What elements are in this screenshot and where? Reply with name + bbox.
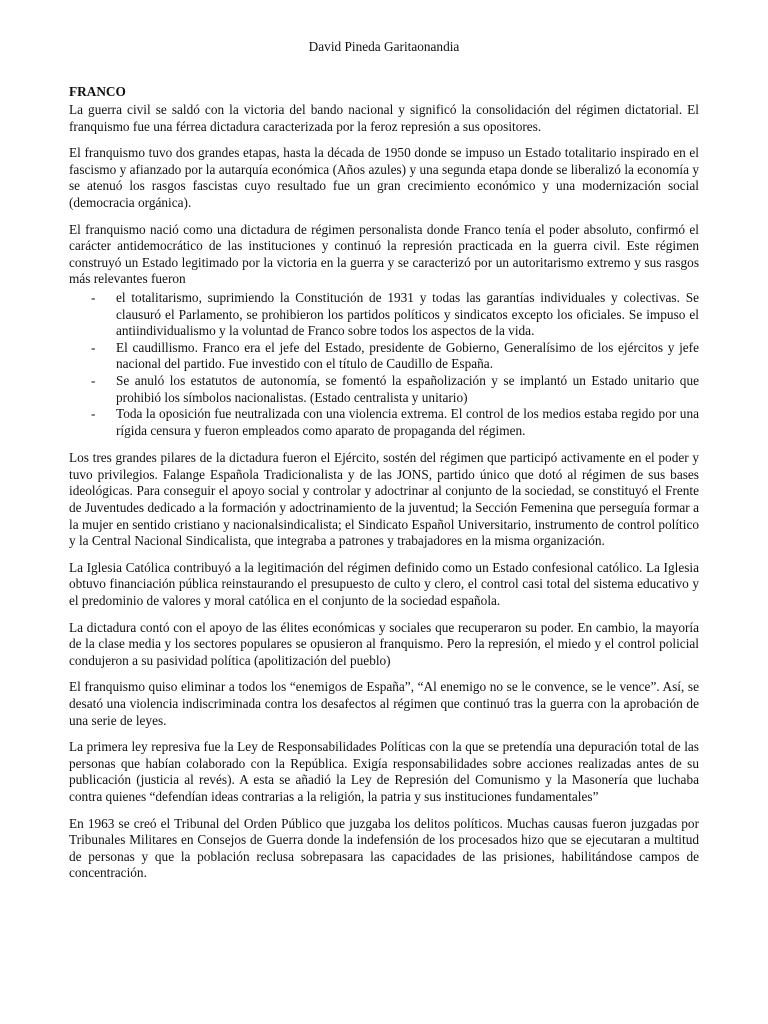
- features-list: [69, 290, 699, 439]
- paragraph-tribunal: En 1963 se creó el Tribunal del Orden Público que juzgaba los delitos políticos. Muchas causas fueron juzgadas por Tribunales Militares en Consejos de Guerra donde la indefensión de los procesados hizo que se ejecutaran a multitud de personas y que la población reclusa sobrepasara las capacidades de las prisiones, habilitándose campos de concentración.: [69, 815, 699, 881]
- document-page: [69, 38, 699, 892]
- bullet-dash: -: [91, 406, 96, 422]
- list-item-text: El caudillismo. Franco era el jefe del Estado, presidente de Gobierno, Generalísimo de los ejércitos y jefe nacional del partido. Fue investido con el título de Caudillo de España.: [116, 339, 699, 372]
- list-item: [69, 290, 699, 340]
- paragraph-intro: La guerra civil se saldó con la victoria del bando nacional y significó la consolidación del régimen dictatorial. El franquismo fue una férrea dictadura caracterizada por la feroz represión a sus opositores.: [69, 102, 699, 134]
- paragraph-regime: El franquismo nació como una dictadura de régimen personalista donde Franco tenía el poder absoluto, confirmó el carácter antidemocrático de las instituciones y continuó la represión practicada en la guerra civil. Este régimen construyó un Estado legitimado por la victoria en la guerra y se caracterizó por un autoritarismo extremo y sus rasgos más relevantes fueron: [69, 221, 699, 287]
- list-item: [69, 340, 699, 373]
- paragraph-elites: La dictadura contó con el apoyo de las élites económicas y sociales que recuperaron su poder. En cambio, la mayoría de la clase media y los sectores populares se opusieron al franquismo. Pero la represión, el miedo y el control policial condujeron a su pasividad política (apolitización del pueblo): [69, 619, 699, 668]
- list-item-text: el totalitarismo, suprimiendo la Constitución de 1931 y todas las garantías individuales y colectivas. Se clausuró el Parlamento, se prohibieron los partidos políticos y sindicatos excepto los oficiales. Se impuso el antiindividualismo y la voluntad de Franco sobre todos los aspectos de la vida.: [116, 289, 699, 339]
- document-title: FRANCO: [69, 84, 126, 99]
- list-item-text: Toda la oposición fue neutralizada con una violencia extrema. El control de los medios estaba regido por una rígida censura y fueron empleados como aparato de propaganda del régimen.: [116, 406, 699, 438]
- author-header: David Pineda Garitaonandia: [308, 39, 460, 54]
- bullet-dash: -: [91, 372, 96, 388]
- list-item: [69, 373, 699, 406]
- paragraph-church: La Iglesia Católica contribuyó a la legitimación del régimen definido como un Estado confesional católico. La Iglesia obtuvo financiación pública reinstaurando el presupuesto de culto y clero, el control casi total del sistema educativo y el predominio de valores y moral católica en el conjunto de la sociedad española.: [69, 559, 699, 609]
- paragraph-stages: El franquismo tuvo dos grandes etapas, hasta la década de 1950 donde se impuso un Estado totalitario inspirado en el fascismo y afianzado por la autarquía económica (Años azules) y una segunda etapa donde se liberalizó la economía y se atenuó los rasgos fascistas cuyo resultado fue un gran crecimiento económico y una modernización social (democracia orgánica).: [69, 145, 699, 210]
- bullet-dash: -: [91, 289, 96, 305]
- paragraph-enemies: El franquismo quiso eliminar a todos los “enemigos de España”, “Al enemigo no se le convence, se le vence”. Así, se desató una violencia indiscriminada contra los desafectos al régimen que continuó tras la guerra con la aprobación de una serie de leyes.: [69, 679, 699, 728]
- bullet-dash: -: [91, 339, 96, 355]
- list-item-text: Se anuló los estatutos de autonomía, se fomentó la españolización y se implantó un Estado unitario que prohibió los símbolos nacionalistas. (Estado centralista y unitario): [116, 372, 699, 405]
- paragraph-pillars: Los tres grandes pilares de la dictadura fueron el Ejército, sostén del régimen que participó activamente en el poder y tuvo privilegios. Falange Española Tradicionalista y de las JONS, partido único que dotó al régimen de sus bases ideológicas. Para conseguir el apoyo social y controlar y adoctrinar al conjunto de la sociedad, se constituyó el Frente de Juventudes dedicado a la formación y adoctrinamiento de la juventud; la Sección Femenina que perseguía formar a la mujer en sentido cristiano y nacionalsindicalista; el Sindicato Español Universitario, instrumento de control político y la Central Nacional Sindicalista, que integraba a patrones y trabajadores en la misma organización.: [69, 450, 699, 549]
- paragraph-laws: La primera ley represiva fue la Ley de Responsabilidades Políticas con la que se pretendía una depuración total de las personas que habían colaborado con la República. Exigía responsabilidades sobre acciones realizadas antes de su publicación (justicia al revés). A esta se añadió la Ley de Represión del Comunismo y la Masonería que luchaba contra quienes “defendían ideas contrarias a la religión, la patria y sus instituciones fundamentales”: [69, 739, 699, 804]
- list-item: [69, 406, 699, 439]
